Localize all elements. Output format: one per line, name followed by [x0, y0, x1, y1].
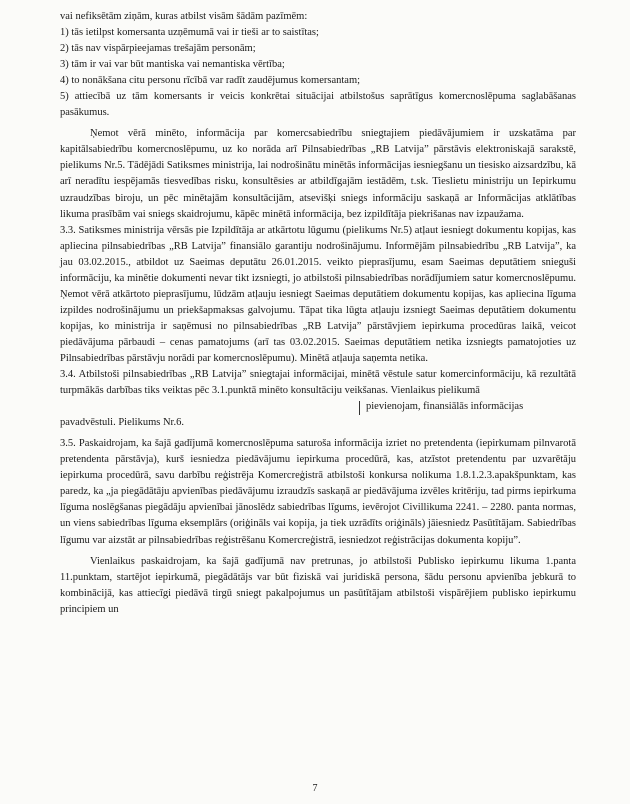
list-item: 5) attiecībā uz tām komersants ir veicis konkrētai situācijai atbilstošus saprātīgus komercnoslēpuma saglabāšanas pasākumus.: [60, 91, 576, 119]
list-item: 4) to nonākšana citu personu rīcībā var radīt zaudējumus komersantam;: [60, 75, 361, 87]
inline-fragment: pievienojam, finansiālās informācijas: [366, 401, 524, 413]
paragraph: Ņemot vērā minēto, informācija par komercsabiedrību sniegtajiem piedāvājumiem ir uzskatāma par kapitālsabiedrību komercnoslēpumu, uz ko norāda arī Pilnsabiedrības „RB Latvija” pārstāvis elektroniskajā sarakstē, pielikums Nr.5. Tādējādi Satiksmes ministrija, lai nodrošinātu minētās informācijas iesniegšanu un tiesisko aizsardzību, kā arī neradītu iespējamās tiesvedības risku, konsultēsies ar atbildīgajām iestādēm, t.sk. Tieslietu ministriju un Iepirkumu uzraudzības biroju, un pēc minētajām konsultācijām, atsevišķi sniegs informāciju saskaņā ar Informācijas atklātības likuma prasībām vai sniegs skaidrojumu, kāpēc minētā informācija, bez izpildītāja piekrišanas nav izpaužama.: [60, 128, 576, 220]
intro-line: vai nefiksētām ziņām, kuras atbilst visām šādām pazīmēm:: [60, 11, 308, 22]
page-number: 7: [312, 783, 318, 794]
paragraph-3-4: 3.4. Atbilstoši pilnsabiedrības „RB Latvija” sniegtajai informācijai, minētā vēstule satur komercinformāciju, kā rezultātā turpmākās darbības tiks veiktas pēc 3.1.punktā minēto konsultāciju veikšanas. Vienlaikus pielikumā: [60, 369, 576, 397]
attachment-note: pavadvēstuli. Pielikums Nr.6.: [60, 417, 184, 429]
vertical-divider: [359, 401, 360, 415]
paragraph-3-3: 3.3. Satiksmes ministrija vērsās pie Izpildītāja ar atkārtotu lūgumu (pielikums Nr.5) atļaut iesniegt dokumentu kopijas, kas apliecina pilnsabiedrības „RB Latvija” finansiālo garantiju nodrošinājumu. Informējām pilnsabiedrību „RB Latvija”, ka jau 03.02.2015., atbildot uz Saeimas deputātu 26.01.2015. veikto pieprasījumu, esam Saeimas deputātiem snieguši informāciju, ka minētie dokumenti nevar tikt izsniegti, jo atbilstoši pilnsabiedrības norādījumiem satur komercnoslēpumu. Ņemot vērā atkārtoto pieprasījumu, lūdzām atļauju iesniegt Saeimas deputātiem dokumentu kopijas, kas apliecina līguma izpildes nodrošinājumu un priekšapmaksas galvojumu. Tāpat tika lūgta atļauju izsniegt Saeimas deputātiem dokumentu kopijas, ko ministrija ir saņēmusi no pilnsabiedrības „RB Latvija” pārstāvjiem iepirkuma procedūras laikā, veicot piedāvājuma pārbaudi – cenas pamatojums (arī tas 03.02.2015. Saeimas deputātiem netika izsniegts pamatojoties uz Pilnsabiedrības pārstāvju norādi par komercnoslēpumu). Minētā atļauja saņemta netika.: [60, 224, 576, 364]
list-item: 3) tām ir vai var būt mantiska vai nemantiska vērtība;: [60, 59, 285, 71]
document-body: [60, 9, 576, 618]
list-item: 2) tās nav vispārpieejamas trešajām personām;: [60, 43, 256, 55]
paragraph-3-5: 3.5. Paskaidrojam, ka šajā gadījumā komercnoslēpuma saturoša informācija izriet no pretendenta (iepirkumam pilnvarotā pretendenta pārstāvja), kurš iesniedza piedāvājumu iepirkuma procedūrā, kas, atzīstot pretendentu par uzvarētāju iepirkuma procedūrā, savu darbību reģistrēja Komercreģistrā atbilstoši konkursa nolikuma 1.8.1.2.3.apakšpunktam, kas paredz, ka „ja piegādātāju apvienības piedāvājumu izraudzīs saskaņā ar piedāvājuma izvēles kritēriju, tad pirms iepirkuma līguma noslēgšanas piegādāju apvienībai jānoslēdz sabiedrības līgums, ievērojot Civillikuma 2241. – 2280. panta normas, un viens sabiedrības līguma eksemplārs (oriģināls vai kopija, ja tiek uzrādīts oriģināls) jāiesniedz Pasūtītājam. Sabiedrības līgumu var aizstāt ar pilnsabiedrības reģistrēšanu Komercreģistrā, iesniedzot reģistrācijas dokumenta kopiju”.: [60, 438, 576, 546]
paragraph: Vienlaikus paskaidrojam, ka šajā gadījumā nav pretrunas, jo atbilstoši Publisko iepirkumu likuma 1.panta 11.punktam, startējot iepirkumā, piegādātājs var būt fiziskā vai juridiskā persona, šādu personu apvienība jebkurā to kombinācijā, kas attiecīgi piedāvā tirgū sniegt pakalpojumus un pasūtītājam atbilstoši vispārējiem publisko iepirkumu principiem un: [60, 555, 576, 615]
paragraph-3-4-continuation: [60, 399, 576, 415]
list-item: 1) tās ietilpst komersanta uzņēmumā vai ir tieši ar to saistītas;: [60, 27, 319, 39]
